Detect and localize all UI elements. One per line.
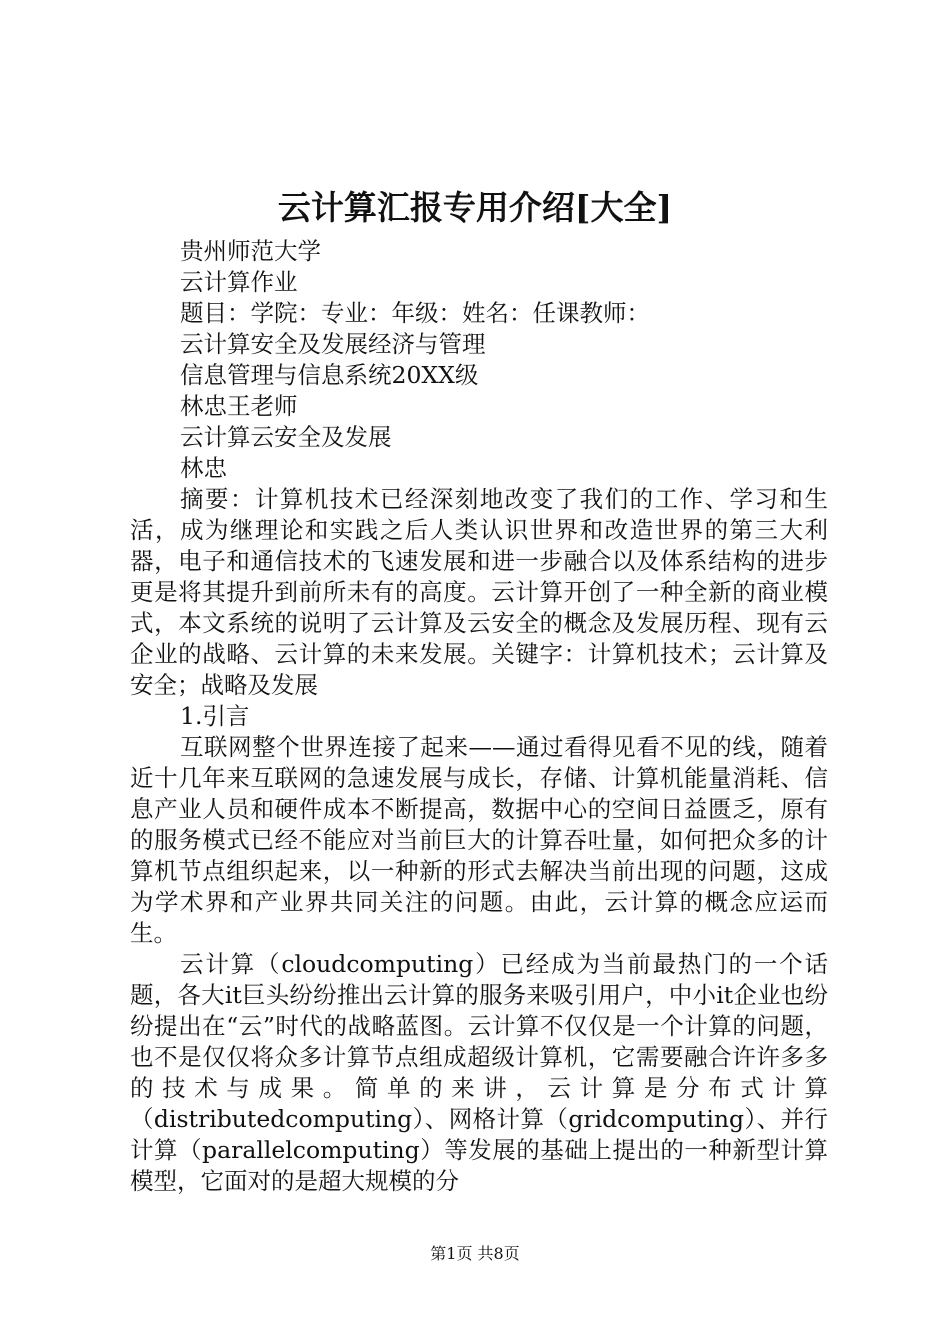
meta-line-course: 云计算作业 (180, 268, 298, 296)
meta-line-teacher: 林忠王老师 (180, 392, 298, 420)
section-heading: 1.引言 (180, 702, 250, 730)
meta-line-school: 贵州师范大学 (180, 237, 321, 265)
meta-line-college: 云计算安全及发展经济与管理 (180, 330, 486, 358)
document-title: 云计算汇报专用介绍[大全] (277, 188, 673, 227)
meta-line-fields: 题目：学院：专业：年级：姓名：任课教师： (180, 299, 650, 327)
body-paragraph-2: 云计算（cloudcomputing）已经成为当前最热门的一个话题，各大it巨头纷纷推出云计算的服务来吸引用户，中小it企业也纷纷提出在“云”时代的战略蓝图。云计算不仅仅是一个计算的问题，也不是仅仅将众多计算节点组成超级计算机，它需要融合许许多多的技术与成果。简单的来讲，云计算是分布式计算（distributedcomputing）、网格计算（gridcomputing）、并行计算（parallelcomputing）等发展的基础上提出的一种新型计算模型，它面对的是超大规模的分 (130, 950, 828, 1195)
meta-line-topic: 云计算云安全及发展 (180, 423, 392, 451)
page-footer: 第1页 共8页 (430, 1244, 520, 1263)
meta-line-major: 信息管理与信息系统20XX级 (180, 361, 479, 389)
meta-line-author: 林忠 (180, 454, 227, 482)
body-paragraph-1: 互联网整个世界连接了起来——通过看得见看不见的线，随着近十几年来互联网的急速发展与成长，存储、计算机能量消耗、信息产业人员和硬件成本不断提高，数据中心的空间日益匮乏，原有的服务模式已经不能应对当前巨大的计算吞吐量，如何把众多的计算机节点组织起来，以一种新的形式去解决当前出现的问题，这成为学术界和产业界共同关注的问题。由此，云计算的概念应运而生。 (130, 733, 828, 947)
abstract-paragraph: 摘要：计算机技术已经深刻地改变了我们的工作、学习和生活，成为继理论和实践之后人类认识世界和改造世界的第三大利器，电子和通信技术的飞速发展和进一步融合以及体系结构的进步更是将其提升到前所未有的高度。云计算开创了一种全新的商业模式，本文系统的说明了云计算及云安全的概念及发展历程、现有云企业的战略、云计算的未来发展。关键字：计算机技术；云计算及安全；战略及发展 (130, 485, 828, 699)
document-body (130, 236, 828, 1197)
